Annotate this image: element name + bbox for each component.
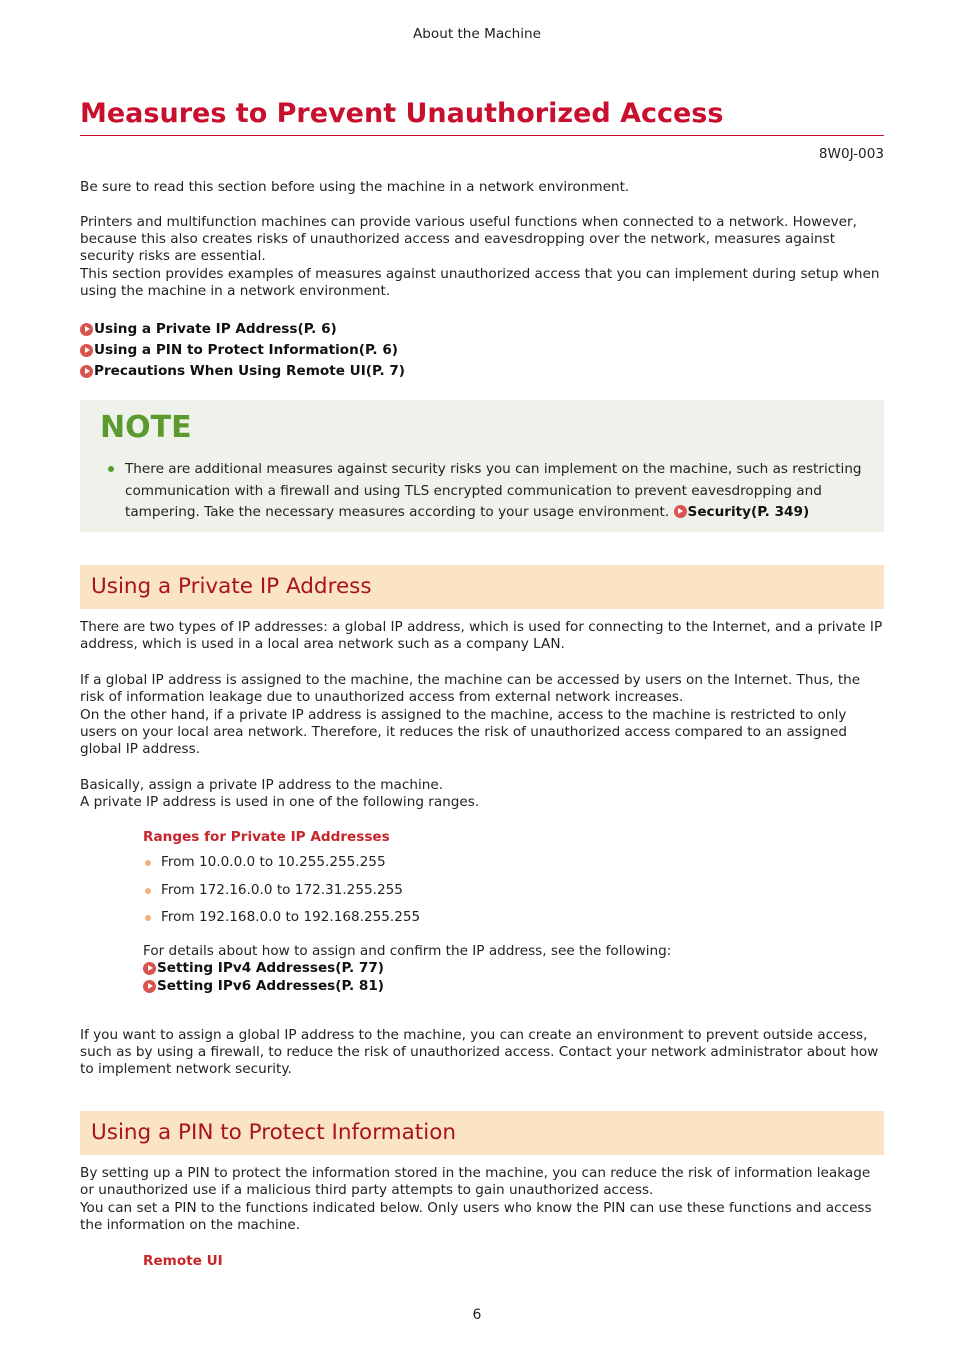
toc-link-label: Using a Private IP Address(P. 6) — [94, 321, 337, 337]
range-item: From 172.16.0.0 to 172.31.255.255 — [161, 882, 403, 898]
link-label: Setting IPv6 Addresses(P. 81) — [157, 977, 384, 994]
note-link-security[interactable] — [674, 504, 810, 520]
section2-paragraph-1a: By setting up a PIN to protect the information stored in the machine, you can reduce the risk of information leakage or unauthorized use if a malicious third party attempts to gain unauthorized access. — [80, 1165, 871, 1198]
link-label: Setting IPv4 Addresses(P. 77) — [157, 959, 384, 976]
link-ipv4[interactable] — [143, 959, 843, 977]
ranges-heading: Ranges for Private IP Addresses — [143, 829, 390, 845]
toc-links — [80, 319, 884, 382]
section1-paragraph-2a: If a global IP address is assigned to the machine, the machine can be accessed by users on the Internet. Thus, the risk of information leakage due to unauthorized access from external network increases. — [80, 672, 861, 705]
bullet-icon — [145, 915, 151, 921]
section-heading-pin: Using a PIN to Protect Information — [80, 1111, 884, 1155]
section1-paragraph-2b: On the other hand, if a private IP address is assigned to the machine, access to the machine is restricted to only users on your local area network. Therefore, it reduces the risk of unauthorized access compared to an assigned global IP address. — [80, 707, 847, 757]
section-heading-private-ip: Using a Private IP Address — [80, 565, 884, 609]
arrow-circle-icon — [80, 365, 93, 378]
toc-link-label: Precautions When Using Remote UI(P. 7) — [94, 363, 406, 379]
arrow-circle-icon — [143, 962, 156, 975]
arrow-circle-icon — [674, 505, 687, 518]
note-text-body: There are additional measures against security risks you can implement on the machine, such as restricting communication with a firewall and using TLS encrypted communication to prevent eavesdropping and tampering. Take the necessary measures according to your usage environment. — [125, 461, 862, 520]
page-number: 6 — [472, 1307, 482, 1323]
intro-paragraph-2b: This section provides examples of measures against unauthorized access that you can implement during setup when using the machine in a network environment. — [80, 266, 880, 299]
toc-link-remote-ui[interactable] — [80, 361, 884, 382]
arrow-circle-icon — [143, 980, 156, 993]
page-title: Measures to Prevent Unauthorized Access — [80, 96, 884, 136]
intro-paragraph-2a: Printers and multifunction machines can provide various useful functions when connected to a network. However, because this also creates risks of unauthorized access and eavesdropping over the network, measures against security risks are essential. — [80, 214, 857, 264]
arrow-circle-icon — [80, 344, 93, 357]
toc-link-private-ip[interactable] — [80, 319, 884, 340]
section1-paragraph-3a: Basically, assign a private IP address to the machine. — [80, 777, 444, 793]
note-title: NOTE — [100, 410, 192, 445]
range-item: From 192.168.0.0 to 192.168.255.255 — [161, 909, 421, 925]
link-ipv6[interactable] — [143, 977, 843, 995]
toc-link-pin[interactable] — [80, 340, 884, 361]
detail-links — [143, 959, 843, 995]
section1-paragraph-4: If you want to assign a global IP address to the machine, you can create an environment to prevent outside access, such as by using a firewall, to reduce the risk of unauthorized access. Contact your network administrator about how to implement network security. — [80, 1027, 879, 1077]
bullet-icon — [145, 860, 151, 866]
details-text: For details about how to assign and confirm the IP address, see the following: — [143, 943, 672, 959]
note-link-label: Security(P. 349) — [687, 504, 810, 520]
running-header: About the Machine — [412, 26, 542, 42]
section1-paragraph-1: There are two types of IP addresses: a global IP address, which is used for connecting to the Internet, and a private IP address, which is used in a local area network such as a company LAN. — [80, 619, 883, 652]
remote-ui-heading: Remote UI — [143, 1253, 223, 1269]
section2-paragraph-1b: You can set a PIN to the functions indicated below. Only users who know the PIN can use these functions and access the information on the machine. — [80, 1200, 872, 1233]
toc-link-label: Using a PIN to Protect Information(P. 6) — [94, 342, 398, 358]
document-id: 8W0J-003 — [818, 146, 884, 162]
intro-paragraph-1: Be sure to read this section before using the machine in a network environment. — [80, 179, 630, 195]
bullet-icon — [145, 888, 151, 894]
range-item: From 10.0.0.0 to 10.255.255.255 — [161, 854, 386, 870]
arrow-circle-icon — [80, 323, 93, 336]
section1-paragraph-3b: A private IP address is used in one of the following ranges. — [80, 794, 480, 810]
bullet-icon — [108, 466, 114, 472]
note-text — [125, 459, 865, 524]
